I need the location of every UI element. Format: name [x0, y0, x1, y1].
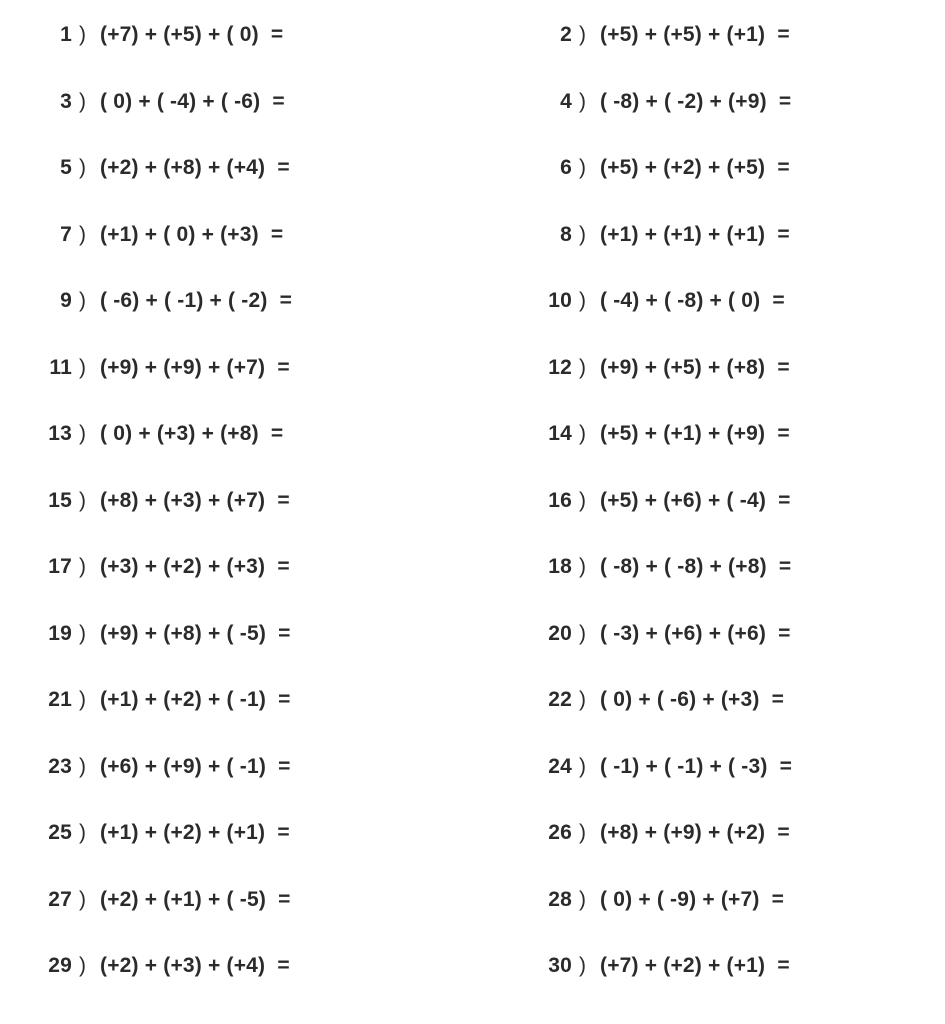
problem-29[interactable]: [0, 955, 486, 976]
problem-number: 4: [560, 89, 572, 113]
problem-number-paren: ): [579, 422, 586, 445]
problem-expression: ( -1) + ( -1) + ( -3) =: [600, 754, 793, 778]
problem-expression: (+5) + (+1) + (+9) =: [600, 422, 790, 445]
problem-column-right: [486, 955, 945, 976]
problem-21[interactable]: [0, 689, 486, 710]
problem-column-left: [0, 290, 486, 311]
problem-number-paren: ): [79, 887, 86, 911]
problem-expression: (+9) + (+8) + ( -5) =: [100, 621, 291, 645]
problem-number-paren: ): [79, 23, 86, 46]
problem-number-paren: ): [579, 23, 586, 46]
problem-row: [0, 689, 945, 756]
problem-column-left: [0, 623, 486, 644]
problem-1[interactable]: [0, 24, 486, 45]
problem-number: 14: [548, 422, 572, 445]
problem-column-left: [0, 889, 486, 910]
problem-row: [0, 91, 945, 158]
problem-expression: ( 0) + ( -9) + (+7) =: [600, 887, 785, 911]
problem-number: 19: [48, 621, 72, 645]
problem-number: 7: [60, 222, 72, 246]
problem-number: 5: [60, 156, 72, 179]
problem-expression: (+9) + (+5) + (+8) =: [600, 355, 790, 379]
problem-row: [0, 357, 945, 424]
problem-number: 27: [48, 887, 72, 911]
problem-expression: (+2) + (+1) + ( -5) =: [100, 887, 291, 911]
problem-number-paren: ): [79, 954, 86, 977]
problem-number: 29: [48, 954, 72, 977]
problem-expression: (+9) + (+9) + (+7) =: [100, 355, 290, 379]
problem-row: [0, 224, 945, 291]
problem-expression: ( -4) + ( -8) + ( 0) =: [600, 289, 785, 312]
problem-22[interactable]: [486, 689, 945, 710]
problem-number: 18: [548, 555, 572, 578]
problem-row: [0, 490, 945, 557]
problem-number: 1: [60, 23, 72, 46]
problem-25[interactable]: [0, 822, 486, 843]
problem-number: 2: [560, 23, 572, 46]
problem-number-paren: ): [579, 621, 586, 645]
problem-27[interactable]: [0, 889, 486, 910]
problem-column-right: [486, 623, 945, 644]
problem-number: 30: [548, 954, 572, 977]
problem-expression: (+7) + (+2) + (+1) =: [600, 954, 790, 977]
problem-column-right: [486, 423, 945, 444]
problem-13[interactable]: [0, 423, 486, 444]
problem-number-paren: ): [79, 156, 86, 179]
problem-row: [0, 556, 945, 623]
problem-number: 3: [60, 89, 72, 113]
problem-number-paren: ): [579, 289, 586, 312]
problem-column-right: [486, 157, 945, 178]
problem-column-left: [0, 157, 486, 178]
problem-number: 13: [48, 422, 72, 445]
problem-number: 6: [560, 156, 572, 179]
problem-number-paren: ): [79, 621, 86, 645]
problem-number: 12: [548, 355, 572, 379]
problem-number-paren: ): [79, 355, 86, 379]
problem-5[interactable]: [0, 157, 486, 178]
problem-number-paren: ): [79, 754, 86, 778]
problem-row: [0, 822, 945, 889]
problem-expression: (+1) + ( 0) + (+3) =: [100, 222, 284, 246]
problem-row: [0, 290, 945, 357]
problem-24[interactable]: [486, 756, 945, 777]
problem-expression: (+1) + (+2) + (+1) =: [100, 821, 290, 844]
problem-number: 26: [548, 821, 572, 844]
problem-row: [0, 423, 945, 490]
problem-number-paren: ): [579, 355, 586, 379]
problem-number: 23: [48, 754, 72, 778]
problem-18[interactable]: [486, 556, 945, 577]
problem-column-left: [0, 756, 486, 777]
problem-column-right: [486, 889, 945, 910]
problem-column-right: [486, 357, 945, 378]
problem-15[interactable]: [0, 490, 486, 511]
problem-row: [0, 955, 945, 1022]
problem-expression: (+3) + (+2) + (+3) =: [100, 555, 290, 578]
problem-number: 22: [548, 688, 572, 711]
problem-number: 15: [48, 488, 72, 512]
problem-6[interactable]: [486, 157, 945, 178]
problem-expression: ( -8) + ( -8) + (+8) =: [600, 555, 792, 578]
problem-row: [0, 756, 945, 823]
problem-number-paren: ): [79, 821, 86, 844]
problem-number-paren: ): [79, 422, 86, 445]
problem-number: 16: [548, 488, 572, 512]
problem-column-right: [486, 24, 945, 45]
problem-4[interactable]: [486, 91, 945, 112]
problem-column-left: [0, 91, 486, 112]
problem-30[interactable]: [486, 955, 945, 976]
problem-7[interactable]: [0, 224, 486, 245]
problem-number: 10: [548, 289, 572, 312]
problem-number-paren: ): [79, 688, 86, 711]
problem-number-paren: ): [579, 688, 586, 711]
problem-column-left: [0, 423, 486, 444]
problem-column-right: [486, 822, 945, 843]
problem-number: 25: [48, 821, 72, 844]
problem-column-right: [486, 490, 945, 511]
problem-row: [0, 623, 945, 690]
problem-2[interactable]: [486, 24, 945, 45]
problem-number: 21: [48, 688, 72, 711]
problem-number-paren: ): [579, 954, 586, 977]
problem-column-left: [0, 24, 486, 45]
problem-number: 8: [560, 222, 572, 246]
problem-20[interactable]: [486, 623, 945, 644]
problem-row: [0, 889, 945, 956]
problem-expression: ( 0) + ( -4) + ( -6) =: [100, 89, 285, 113]
problem-expression: (+2) + (+8) + (+4) =: [100, 156, 290, 179]
problem-number: 17: [48, 555, 72, 578]
problem-number-paren: ): [579, 754, 586, 778]
problem-expression: ( 0) + ( -6) + (+3) =: [600, 688, 785, 711]
problem-number-paren: ): [579, 488, 586, 512]
problem-expression: (+1) + (+1) + (+1) =: [600, 222, 790, 246]
problem-28[interactable]: [486, 889, 945, 910]
problem-column-right: [486, 556, 945, 577]
problem-expression: (+5) + (+5) + (+1) =: [600, 23, 790, 46]
problem-expression: (+2) + (+3) + (+4) =: [100, 954, 290, 977]
problem-expression: (+7) + (+5) + ( 0) =: [100, 23, 284, 46]
problem-number: 9: [60, 289, 72, 312]
problem-number-paren: ): [579, 821, 586, 844]
problem-column-left: [0, 689, 486, 710]
problem-expression: (+5) + (+6) + ( -4) =: [600, 488, 791, 512]
problem-number-paren: ): [79, 488, 86, 512]
problem-column-right: [486, 91, 945, 112]
problem-number-paren: ): [579, 89, 586, 113]
problem-9[interactable]: [0, 290, 486, 311]
problem-row: [0, 157, 945, 224]
problem-column-right: [486, 224, 945, 245]
problem-11[interactable]: [0, 357, 486, 378]
problem-number-paren: ): [579, 222, 586, 246]
problem-8[interactable]: [486, 224, 945, 245]
problem-19[interactable]: [0, 623, 486, 644]
problem-number: 20: [548, 621, 572, 645]
problem-column-right: [486, 689, 945, 710]
problem-number-paren: ): [79, 555, 86, 578]
problem-column-left: [0, 224, 486, 245]
problem-number: 11: [49, 355, 72, 379]
problem-number: 24: [548, 754, 572, 778]
problem-14[interactable]: [486, 423, 945, 444]
problem-column-right: [486, 290, 945, 311]
problem-number-paren: ): [79, 222, 86, 246]
problem-column-left: [0, 556, 486, 577]
problem-number-paren: ): [579, 887, 586, 911]
problem-26[interactable]: [486, 822, 945, 843]
problem-17[interactable]: [0, 556, 486, 577]
problem-expression: ( -8) + ( -2) + (+9) =: [600, 89, 792, 113]
problem-number: 28: [548, 887, 572, 911]
problem-12[interactable]: [486, 357, 945, 378]
problem-23[interactable]: [0, 756, 486, 777]
problem-expression: ( -3) + (+6) + (+6) =: [600, 621, 791, 645]
problem-expression: (+8) + (+9) + (+2) =: [600, 821, 790, 844]
problem-10[interactable]: [486, 290, 945, 311]
problem-expression: (+1) + (+2) + ( -1) =: [100, 688, 291, 711]
problem-number-paren: ): [79, 89, 86, 113]
problem-row: [0, 24, 945, 91]
problem-column-right: [486, 756, 945, 777]
problem-column-left: [0, 955, 486, 976]
problem-expression: ( -6) + ( -1) + ( -2) =: [100, 289, 293, 312]
problem-3[interactable]: [0, 91, 486, 112]
problem-number-paren: ): [579, 555, 586, 578]
problem-column-left: [0, 490, 486, 511]
problem-expression: (+6) + (+9) + ( -1) =: [100, 754, 291, 778]
problem-number-paren: ): [79, 289, 86, 312]
problem-column-left: [0, 357, 486, 378]
problem-16[interactable]: [486, 490, 945, 511]
problem-number-paren: ): [579, 156, 586, 179]
problem-column-left: [0, 822, 486, 843]
problem-expression: ( 0) + (+3) + (+8) =: [100, 422, 284, 445]
problem-expression: (+5) + (+2) + (+5) =: [600, 156, 790, 179]
problem-expression: (+8) + (+3) + (+7) =: [100, 488, 290, 512]
